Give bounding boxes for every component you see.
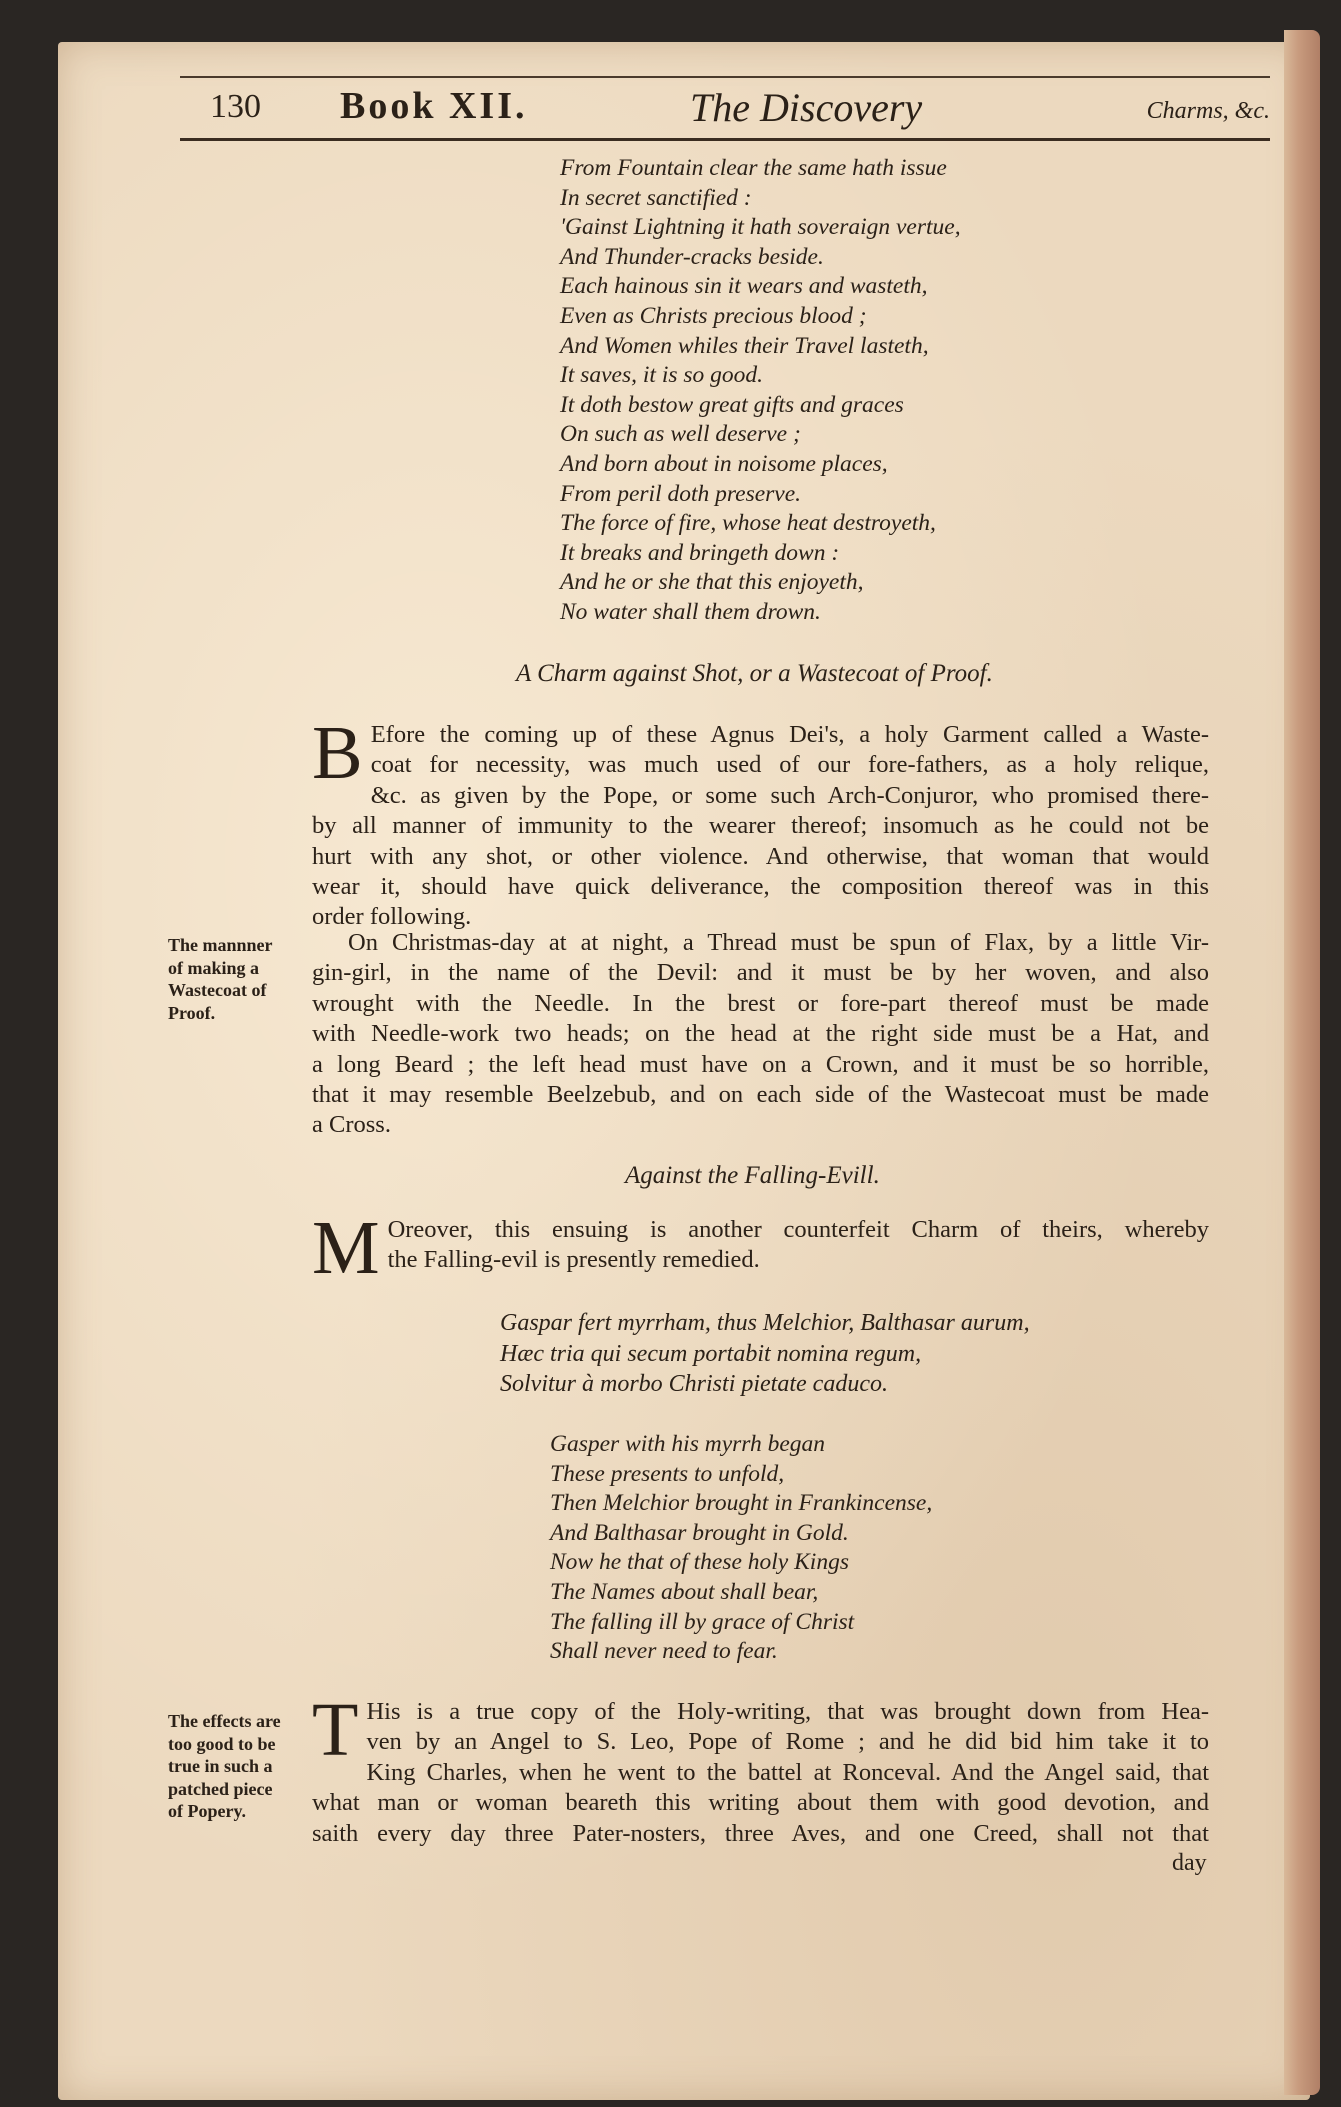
verse-line: Each hainous sin it wears and wasteth, [560, 273, 928, 300]
verse-line: No water shall them drown. [560, 598, 821, 625]
text-line: gin-girl, in the name of the Devil: and it must be by her woven, and also [312, 959, 1209, 987]
verse-line: Then Melchior brought in Frankincense, [550, 1490, 933, 1517]
margin-line: The effects are [168, 1711, 281, 1731]
page-number: 130 [210, 88, 261, 125]
drop-cap: B [312, 711, 363, 795]
margin-line: of making a [168, 957, 260, 978]
header-rule-bottom [180, 138, 1270, 141]
verse-line: These presents to unfold, [550, 1460, 785, 1487]
verse-line: 'Gainst Lightning it hath soveraign vertue, [560, 214, 961, 241]
drop-cap: T [312, 1688, 359, 1772]
verse-line: Gasper with his myrrh began [550, 1431, 826, 1457]
text-line: ven by an Angel to S. Leo, Pope of Rome ; and he did bid him take it to [366, 1728, 1209, 1756]
text-line: Oreover, this ensuing is another counterfeit Charm of theirs, whereby [387, 1216, 1209, 1243]
section-title: Charms, &c. [1146, 98, 1270, 124]
text-line: what man or woman beareth this writing about them with good devotion, and [312, 1789, 1209, 1817]
verse-line: It breaks and bringeth down : [560, 539, 840, 566]
verse-line: It saves, it is so good. [560, 362, 764, 389]
margin-line: too good to be [168, 1733, 276, 1754]
paragraph-wastecoat [312, 711, 1209, 933]
paragraph-moreover [312, 1206, 1209, 1290]
verse-line: From peril doth preserve. [560, 480, 802, 507]
text-line: On Christmas-day at at night, a Thread must be spun of Flax, by a little Vir- [348, 929, 1209, 956]
verse-line: And Balthasar brought in Gold. [550, 1519, 849, 1546]
margin-line: The mannner [168, 935, 273, 955]
text-line: that it may resemble Beelzebub, and on each side of the Wastecoat must be made [312, 1081, 1209, 1109]
verse-line: The Names about shall bear, [550, 1578, 819, 1605]
paragraph-christmas [312, 928, 1209, 1141]
catchword: day [1172, 1850, 1207, 1876]
text-line: hurt with any shot, or other violence. And otherwise, that woman that would [312, 842, 1209, 870]
text-line: by all manner of immunity to the wearer thereof; insomuch as he could not be [312, 812, 1209, 840]
verse-line: In secret sanctified : [560, 184, 752, 211]
text-line: saith every day three Pater-nosters, three Aves, and one Creed, shall not that [312, 1819, 1209, 1847]
text-line: wear it, should have quick deliverance, the composition thereof was in this [312, 873, 1209, 901]
heading-falling-evill: Against the Falling-Evill. [625, 1162, 880, 1189]
margin-line: patched piece [168, 1778, 273, 1799]
margin-line: true in such a [168, 1756, 273, 1776]
heading-charm-against-shot: A Charm against Shot, or a Wastecoat of Proof. [516, 660, 993, 687]
text-line: Efore the coming up of these Agnus Dei's, a holy Garment called a Waste- [370, 721, 1209, 748]
verse-line: The falling ill by grace of Christ [550, 1608, 855, 1635]
text-line: a Cross. [312, 1111, 391, 1139]
verse-line: And born about in noisome places, [560, 450, 888, 477]
text-line: the Falling-evil is presently remedied. [387, 1246, 760, 1274]
text-line: &c. as given by the Pope, or some such Arch-Conjuror, who promised there- [370, 781, 1209, 809]
page-header [180, 80, 1270, 138]
text-line: wrought with the Needle. In the brest or fore-part thereof must be made [312, 989, 1209, 1017]
margin-line: Wastecoat of [168, 980, 267, 1000]
margin-line: of Popery. [168, 1801, 246, 1821]
text-line: coat for necessity, was much used of our fore-fathers, as a holy relique, [370, 751, 1209, 779]
latin-line: Solvitur à morbo Christi pietate caduco. [500, 1371, 888, 1397]
running-title: The Discovery [690, 85, 923, 130]
verse-line: From Fountain clear the same hath issue [560, 155, 947, 181]
verse-fountain [560, 154, 961, 628]
text-line: with Needle-work two heads; on the head at the right side must be a Hat, and [312, 1020, 1209, 1048]
paragraph-holy-writing [312, 1688, 1209, 1849]
verse-line: Shall never need to fear. [550, 1638, 778, 1665]
verse-line: The force of fire, whose heat destroyeth, [560, 510, 936, 537]
verse-line: Now he that of these holy Kings [550, 1549, 849, 1576]
latin-line: Hæc tria qui secum portabit nomina regum, [500, 1340, 922, 1367]
marginal-note-effects [168, 1710, 281, 1823]
text-line: order following. [312, 903, 472, 931]
latin-verse [500, 1308, 1030, 1400]
verse-line: Even as Christs precious blood ; [560, 302, 867, 329]
drop-cap: M [312, 1206, 380, 1290]
book-title: Book XII. [340, 85, 528, 127]
page-edge [1284, 30, 1320, 2095]
verse-line: It doth bestow great gifts and graces [560, 391, 904, 418]
text-line: His is a true copy of the Holy-writing, that was brought down from Hea- [366, 1698, 1209, 1725]
verse-line: And Women whiles their Travel lasteth, [560, 332, 929, 359]
verse-three-kings [550, 1430, 932, 1667]
marginal-note-wastecoat [168, 934, 273, 1024]
verse-line: On such as well deserve ; [560, 421, 801, 448]
text-line: a long Beard ; the left head must have on a Crown, and it must be so horrible, [312, 1050, 1209, 1078]
verse-line: And he or she that this enjoyeth, [560, 569, 864, 596]
verse-line: And Thunder-cracks beside. [560, 243, 824, 270]
latin-line: Gaspar fert myrrham, thus Melchior, Balthasar aurum, [500, 1310, 1030, 1336]
text-line: King Charles, when he went to the battel at Ronceval. And the Angel said, that [366, 1758, 1209, 1786]
margin-line: Proof. [168, 1002, 216, 1023]
header-rule-top [180, 76, 1270, 78]
